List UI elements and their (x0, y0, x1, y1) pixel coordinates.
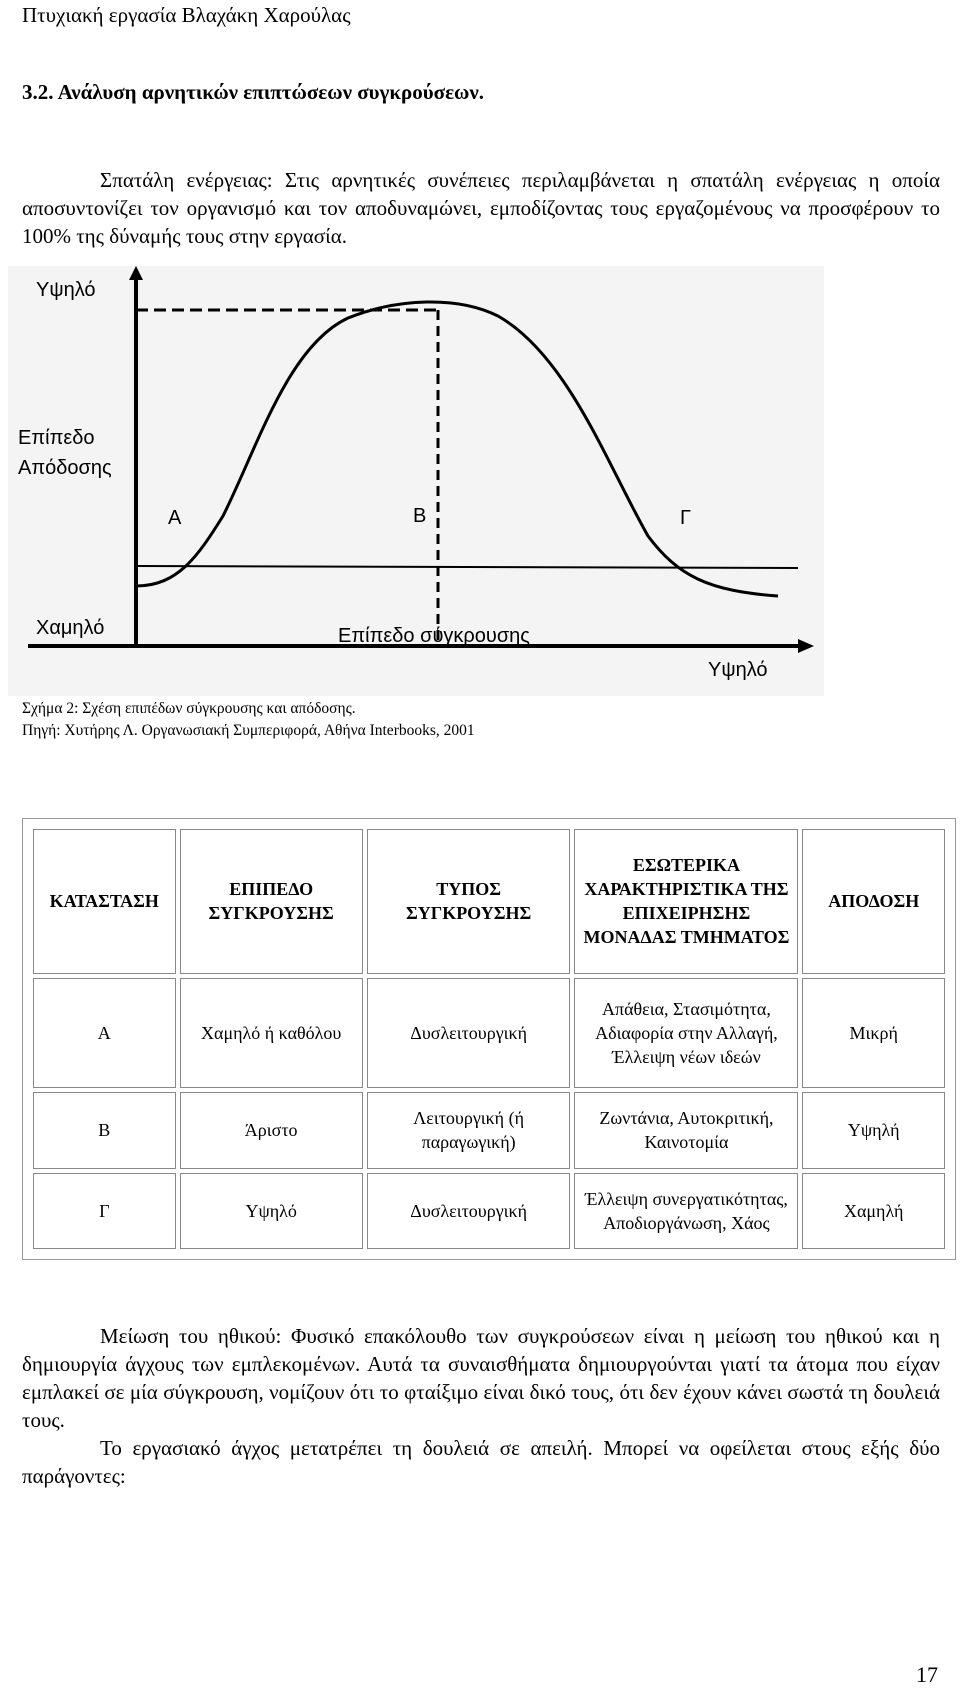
table-row (33, 1173, 945, 1250)
cell-type: Δυσλειτουργική (367, 1173, 571, 1250)
x-high-label: Υψηλό (708, 659, 768, 681)
cell-level: Χαμηλό ή καθόλου (180, 978, 363, 1089)
section-title: 3.2. Ανάλυση αρνητικών επιπτώσεων συγκρούσεων. (22, 80, 485, 104)
header-state: ΚΑΤΑΣΤΑΣΗ (33, 829, 176, 974)
cell-state: Α (33, 978, 176, 1089)
paragraph-energy-waste (22, 166, 940, 250)
cell-characteristics: Έλλειψη συνεργατικότητας, Αποδιοργάνωση, Χάος (574, 1173, 798, 1250)
table-row (33, 1092, 945, 1169)
point-a-label: Α (168, 507, 182, 529)
cell-level: Άριστο (180, 1092, 363, 1169)
header-internal-characteristics: ΕΣΩΤΕΡΙΚΑ ΧΑΡΑΚΤΗΡΙΣΤΙΚΑ ΤΗΣ ΕΠΙΧΕΙΡΗΣΗΣ ΜΟΝΑΔΑΣ ΤΜΗΜΑΤΟΣ (574, 829, 798, 974)
y-label-line1: Επίπεδο (18, 427, 95, 449)
cell-performance: Χαμηλή (802, 1173, 945, 1250)
figure-caption: Σχήμα 2: Σχέση επιπέδων σύγκρουσης και απόδοσης. (22, 700, 356, 717)
y-label-line2: Απόδοσης (18, 457, 112, 479)
cell-characteristics: Απάθεια, Στασιμότητα, Αδιαφορία στην Αλλαγή, Έλλειψη νέων ιδεών (574, 978, 798, 1089)
cell-type: Δυσλειτουργική (367, 978, 571, 1089)
y-high-label: Υψηλό (36, 279, 96, 301)
header-conflict-type: ΤΥΠΟΣ ΣΥΓΚΡΟΥΣΗΣ (367, 829, 571, 974)
conflict-performance-figure (8, 266, 824, 696)
paragraph-text: Το εργασιακό άγχος μετατρέπει τη δουλειά σε απειλή. Μπορεί να οφείλεται στους εξής δύο παράγοντες: (22, 1436, 940, 1488)
page-header: Πτυχιακή εργασία Βλαχάκη Χαρούλας (22, 3, 351, 27)
conflict-table-wrapper (22, 818, 956, 1260)
cell-characteristics: Ζωντάνια, Αυτοκριτική, Καινοτομία (574, 1092, 798, 1169)
point-b-label: Β (413, 505, 427, 527)
page-number: 17 (916, 1662, 938, 1687)
cell-state: Γ (33, 1173, 176, 1250)
cell-performance: Υψηλή (802, 1092, 945, 1169)
low-label: Χαμηλό (36, 617, 105, 639)
header-performance: ΑΠΟΔΟΣΗ (802, 829, 945, 974)
paragraph-text: Σπατάλη ενέργειας: Στις αρνητικές συνέπειες περιλαμβάνεται η σπατάλη ενέργειας η οποία αποσυντονίζει τον οργανισμό και τον αποδυναμώνει, εμποδίζοντας τους εργαζομένους να προσφέρουν το 100% της δύναμής τους στην εργασία. (22, 168, 940, 248)
cell-performance: Μικρή (802, 978, 945, 1089)
table-row (33, 978, 945, 1089)
header-conflict-level: ΕΠΙΠΕΔΟ ΣΥΓΚΡΟΥΣΗΣ (180, 829, 363, 974)
paragraph-text: Μείωση του ηθικού: Φυσικό επακόλουθο των συγκρούσεων είναι η μείωση του ηθικού και η δημιουργία άγχους των εμπλεκομένων. Αυτά τα συναισθήματα δημιουργούνται γιατί τα άτομα που είχαν εμπλακεί σε μία σύγκρουση, νομίζουν ότι το φταίξιμο είναι δικό τους, ότι δεν έχουν κάνει σωστά τη δουλειά τους. (22, 1324, 940, 1432)
table-header-row (33, 829, 945, 974)
cell-state: Β (33, 1092, 176, 1169)
cell-level: Υψηλό (180, 1173, 363, 1250)
point-c-label: Γ (680, 507, 692, 529)
x-axis-label: Επίπεδο σύγκρουσης (338, 625, 530, 647)
figure-source: Πηγή: Χυτήρης Λ. Οργανωσιακή Συμπεριφορά, Αθήνα Interbooks, 2001 (22, 722, 475, 739)
conflict-table (29, 825, 949, 1253)
paragraph-morale (22, 1322, 940, 1490)
cell-type: Λειτουργική (ή παραγωγική) (367, 1092, 571, 1169)
